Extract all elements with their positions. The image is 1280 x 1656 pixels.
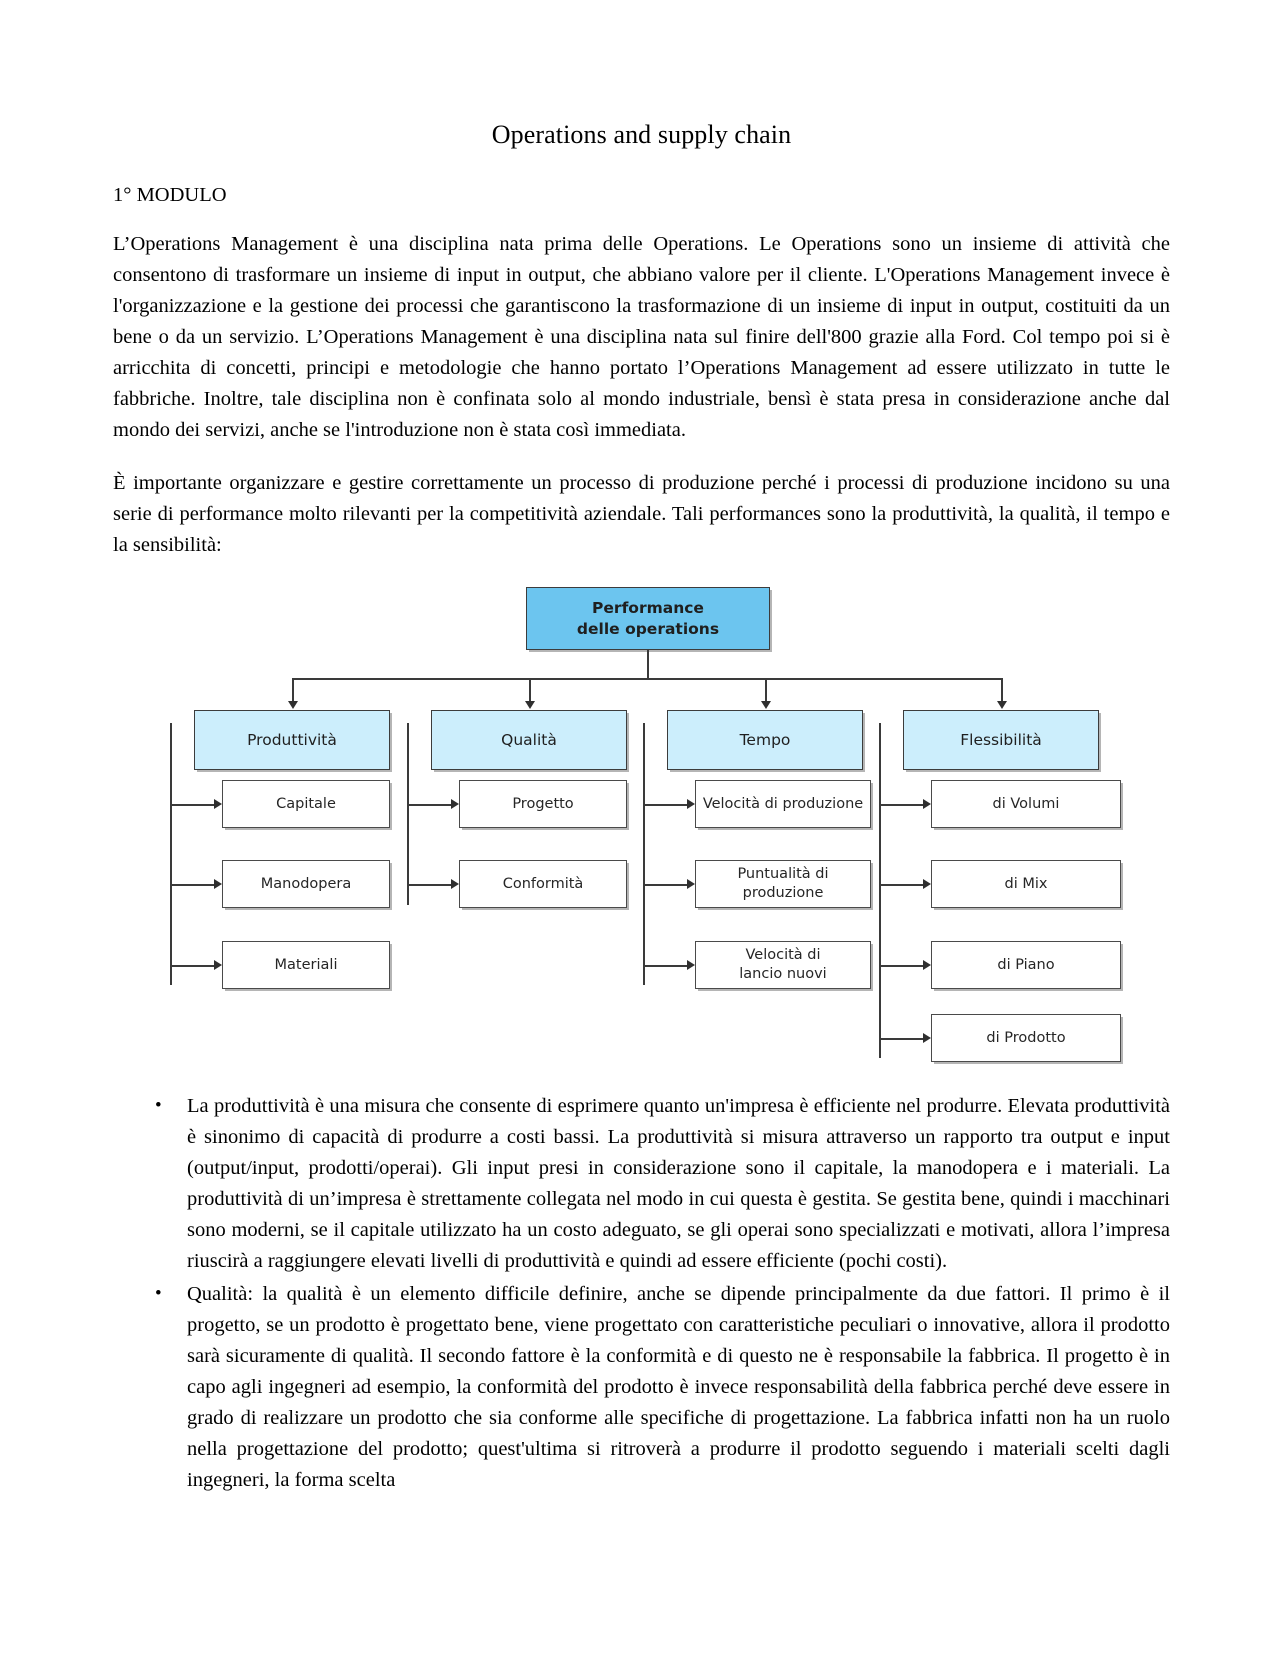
connector-branch-mix (879, 884, 925, 886)
arrow-qualita-icon (525, 701, 535, 709)
diagram-category-flessibilita (903, 710, 1099, 770)
arrow-volumi-icon (923, 799, 931, 809)
connector-branch-conformita (407, 884, 453, 886)
diagram-leaf-manodopera (222, 860, 390, 908)
diagram-leaf-velocita-lancio (695, 941, 871, 989)
category-label-qualita: Qualità (501, 730, 557, 749)
paragraph-intro: L’Operations Management è una disciplina nata prima delle Operations. Le Operations sono un insieme di attività che consentono di trasformare un insieme di input in output, che abbiano valore per il cliente. L'Operations Management invece è l'organizzazione e la gestione dei processi che garantiscono la trasformazione di un insieme di input in output, costituiti da un bene o da un servizio. L’Operations Management è una disciplina nata sul finire dell'800 grazie alla Ford. Col tempo poi si è arricchita di concetti, principi e metodologie che hanno portato l’Operations Management ad essere utilizzato in tutte le fabbriche. Inoltre, tale disciplina non è confinata solo al mondo industriale, bensì è stata presa in considerazione anche dal mondo dei servizi, anche se l'introduzione non è stata così immediata. (113, 233, 1170, 441)
leaf-label-di-volumi: di Volumi (992, 795, 1060, 812)
connector-branch-lancio-nuovi (643, 965, 689, 967)
connector-branch-volumi (879, 804, 925, 806)
connector-branch-puntualita (643, 884, 689, 886)
arrow-velocita-produzione-icon (687, 799, 695, 809)
connector-branch-piano (879, 965, 925, 967)
diagram-root-line1: Performance (592, 598, 704, 617)
connector-root-bus (292, 678, 1002, 680)
leaf-label-di-prodotto: di Prodotto (986, 1029, 1066, 1046)
arrow-manodopera-icon (214, 879, 222, 889)
connector-branch-manodopera (170, 884, 216, 886)
connector-branch-velocita-produzione (643, 804, 689, 806)
leaf-label-conformita: Conformità (502, 875, 584, 892)
connector-spine-qualita (407, 723, 409, 905)
performance-bullet-list (113, 1091, 1170, 1496)
arrow-puntualita-icon (687, 879, 695, 889)
arrow-flessibilita-icon (997, 701, 1007, 709)
list-item: • Qualità: la qualità è un elemento difficile definire, anche se dipende principalmente da due fattori. Il primo è il progetto, se un prodotto è progettato bene, viene progettato con caratteristiche peculiari o innovative, allora il prodotto sarà sicuramente di qualità. Il secondo fattore è la conformità e di questo ne è responsabile la fabbrica. Il progetto è in capo agli ingegneri ad esempio, la conformità del prodotto è invece responsabilità della fabbrica perché deve essere in grado di realizzare un prodotto che sia conforme alle specifiche di progettazione. La fabbrica infatti non ha un ruolo nella progettazione del prodotto; quest'ultima si ritroverà a produrre il prodotto seguendo i materiali scelti dagli ingegneri, la forma scelta (151, 1279, 1170, 1496)
arrow-produttivita-icon (288, 701, 298, 709)
diagram-leaf-puntualita-produzione (695, 860, 871, 908)
diagram-leaf-materiali (222, 941, 390, 989)
paragraph-performance: È importante organizzare e gestire correttamente un processo di produzione perché i processi di produzione incidono su una serie di performance molto rilevanti per la competitività aziendale. Tali performances sono la produttività, la qualità, il tempo e la sensibilità: (113, 472, 1170, 556)
leaf-label-capitale: Capitale (276, 795, 336, 812)
leaf-label-lancio-line2: lancio nuovi (739, 966, 827, 982)
diagram-leaf-di-volumi (931, 780, 1121, 828)
leaf-label-manodopera: Manodopera (260, 875, 352, 892)
diagram-leaf-di-prodotto (931, 1014, 1121, 1062)
leaf-label-puntualita-line2: produzione (742, 885, 824, 901)
diagram-category-produttivita (194, 710, 390, 770)
leaf-label-di-mix: di Mix (1004, 875, 1048, 892)
arrow-conformita-icon (451, 879, 459, 889)
connector-branch-materiali (170, 965, 216, 967)
diagram-leaf-capitale (222, 780, 390, 828)
arrow-progetto-icon (451, 799, 459, 809)
connector-spine-flessibilita (879, 723, 881, 1058)
connector-branch-capitale (170, 804, 216, 806)
diagram-category-tempo (667, 710, 863, 770)
diagram-leaf-conformita (459, 860, 627, 908)
operations-performance-diagram (110, 583, 1164, 1083)
module-label: 1° MODULO (113, 184, 227, 206)
leaf-label-velocita-produzione: Velocità di produzione (702, 795, 864, 812)
arrow-tempo-icon (761, 701, 771, 709)
arrow-capitale-icon (214, 799, 222, 809)
category-label-flessibilita: Flessibilità (960, 730, 1042, 749)
category-label-tempo: Tempo (739, 730, 791, 749)
diagram-leaf-progetto (459, 780, 627, 828)
diagram-root-line2: delle operations (576, 619, 720, 638)
diagram-leaf-di-piano (931, 941, 1121, 989)
diagram-category-qualita (431, 710, 627, 770)
arrow-prodotto-icon (923, 1033, 931, 1043)
arrow-lancio-nuovi-icon (687, 960, 695, 970)
leaf-label-materiali: Materiali (274, 956, 338, 973)
leaf-label-progetto: Progetto (512, 795, 574, 812)
connector-branch-prodotto (879, 1038, 925, 1040)
arrow-materiali-icon (214, 960, 222, 970)
arrow-mix-icon (923, 879, 931, 889)
connector-branch-progetto (407, 804, 453, 806)
diagram-root-node (526, 587, 770, 650)
connector-spine-produttivita (170, 723, 172, 985)
diagram-leaf-velocita-produzione (695, 780, 871, 828)
arrow-piano-icon (923, 960, 931, 970)
leaf-label-puntualita-line1: Puntualità di (737, 866, 829, 882)
leaf-label-di-piano: di Piano (997, 956, 1055, 973)
diagram-leaf-di-mix (931, 860, 1121, 908)
leaf-label-lancio-line1: Velocità di (745, 947, 821, 963)
connector-root-stem (647, 650, 649, 678)
page-title: Operations and supply chain (491, 120, 792, 149)
category-label-produttivita: Produttività (247, 730, 337, 749)
connector-spine-tempo (643, 723, 645, 985)
list-item: • La produttività è una misura che consente di esprimere quanto un'impresa è efficiente nel produrre. Elevata produttività è sinonimo di capacità di produrre a costi bassi. La produttività si misura attraverso un rapporto tra output e input (output/input, prodotti/operai). Gli input presi in considerazione sono il capitale, la manodopera e i materiali. La produttività di un’impresa è strettamente collegata nel modo in cui questa è gestita. Se gestita bene, quindi i macchinari sono moderni, se il capitale utilizzato ha un costo adeguato, se gli operai sono specializzati e motivati, allora l’impresa riuscirà a raggiungere elevati livelli di produttività e quindi ad essere efficiente (pochi costi). (151, 1091, 1170, 1277)
